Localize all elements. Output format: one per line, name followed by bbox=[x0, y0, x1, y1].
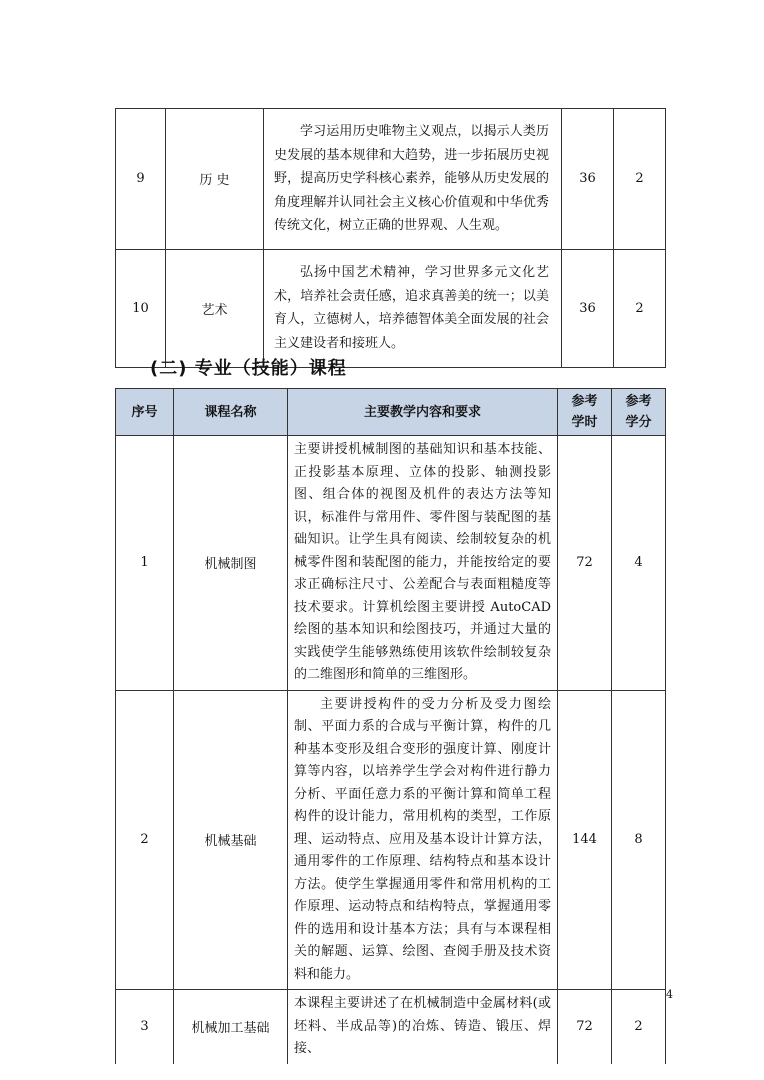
course-name: 艺术 bbox=[166, 249, 264, 367]
table-row bbox=[116, 249, 666, 367]
course-name: 机械基础 bbox=[174, 690, 288, 990]
table-row bbox=[116, 109, 666, 250]
header-course-name: 课程名称 bbox=[174, 389, 288, 436]
header-hours-line2: 学时 bbox=[571, 415, 598, 430]
table-header-row bbox=[116, 389, 666, 436]
course-hours: 36 bbox=[562, 249, 614, 367]
course-name: 历 史 bbox=[166, 109, 264, 250]
course-number: 3 bbox=[116, 990, 174, 1064]
header-credits-line1: 参考 bbox=[625, 394, 652, 409]
page-number: 4 bbox=[666, 988, 673, 1001]
header-number: 序号 bbox=[116, 389, 174, 436]
professional-courses-table bbox=[115, 388, 666, 1064]
table-row bbox=[116, 436, 666, 691]
course-name: 机械加工基础 bbox=[174, 990, 288, 1064]
course-credits: 8 bbox=[612, 690, 666, 990]
general-courses-table bbox=[115, 108, 666, 368]
course-credits: 2 bbox=[614, 109, 666, 250]
course-number: 10 bbox=[116, 249, 166, 367]
course-description: 学习运用历史唯物主义观点，以揭示人类历史发展的基本规律和大趋势，进一步拓展历史视野，提高历史学科核心素养，能够从历史发展的角度理解并认同社会主义核心价值观和中华优秀传统文化，树立正确的世界观、人生观。 bbox=[264, 109, 562, 250]
course-hours: 72 bbox=[558, 436, 612, 691]
course-credits: 4 bbox=[612, 436, 666, 691]
header-hours-line1: 参考 bbox=[571, 394, 598, 409]
header-description: 主要教学内容和要求 bbox=[288, 389, 558, 436]
course-number: 2 bbox=[116, 690, 174, 990]
header-hours bbox=[558, 389, 612, 436]
header-credits bbox=[612, 389, 666, 436]
course-hours: 144 bbox=[558, 690, 612, 990]
section-title: (二) 专业（技能）课程 bbox=[150, 358, 347, 379]
table-row bbox=[116, 990, 666, 1064]
course-number: 1 bbox=[116, 436, 174, 691]
course-name: 机械制图 bbox=[174, 436, 288, 691]
course-hours: 36 bbox=[562, 109, 614, 250]
course-number: 9 bbox=[116, 109, 166, 250]
course-credits: 2 bbox=[614, 249, 666, 367]
course-description: 弘扬中国艺术精神，学习世界多元文化艺术，培养社会责任感，追求真善美的统一；以美育人，立德树人，培养德智体美全面发展的社会主义建设者和接班人。 bbox=[264, 249, 562, 367]
header-credits-line2: 学分 bbox=[625, 415, 652, 430]
course-hours: 72 bbox=[558, 990, 612, 1064]
course-description: 主要讲授机械制图的基础知识和基本技能、正投影基本原理、立体的投影、轴测投影图、组合体的视图及机件的表达方法等知识，标准件与常用件、零件图与装配图的基础知识。让学生具有阅读、绘制较复杂的机械零件图和装配图的能力，并能按给定的要求正确标注尺寸、公差配合与表面粗糙度等技术要求。计算机绘图主要讲授 AutoCAD 绘图的基本知识和绘图技巧，并通过大量的实践使学生能够熟练使用该软件绘制较复杂的二维图形和简单的三维图形。 bbox=[288, 436, 558, 691]
table-row bbox=[116, 690, 666, 990]
course-description: 主要讲授构件的受力分析及受力图绘制、平面力系的合成与平衡计算，构件的几种基本变形及组合变形的强度计算、刚度计算等内容，以培养学生学会对构件进行静力分析、平面任意力系的平衡计算和简单工程构件的设计能力，常用机构的类型，工作原理、运动特点、应用及基本设计计算方法，通用零件的工作原理、结构特点和基本设计方法。使学生掌握通用零件和常用机构的工作原理、运动特点和结构特点，掌握通用零件的选用和设计基本方法；具有与本课程相关的解题、运算、绘图、查阅手册及技术资料和能力。 bbox=[288, 690, 558, 990]
course-credits: 2 bbox=[612, 990, 666, 1064]
course-description: 本课程主要讲述了在机械制造中金属材料(或坯料、半成品等)的冶炼、铸造、锻压、焊接、 bbox=[288, 990, 558, 1064]
